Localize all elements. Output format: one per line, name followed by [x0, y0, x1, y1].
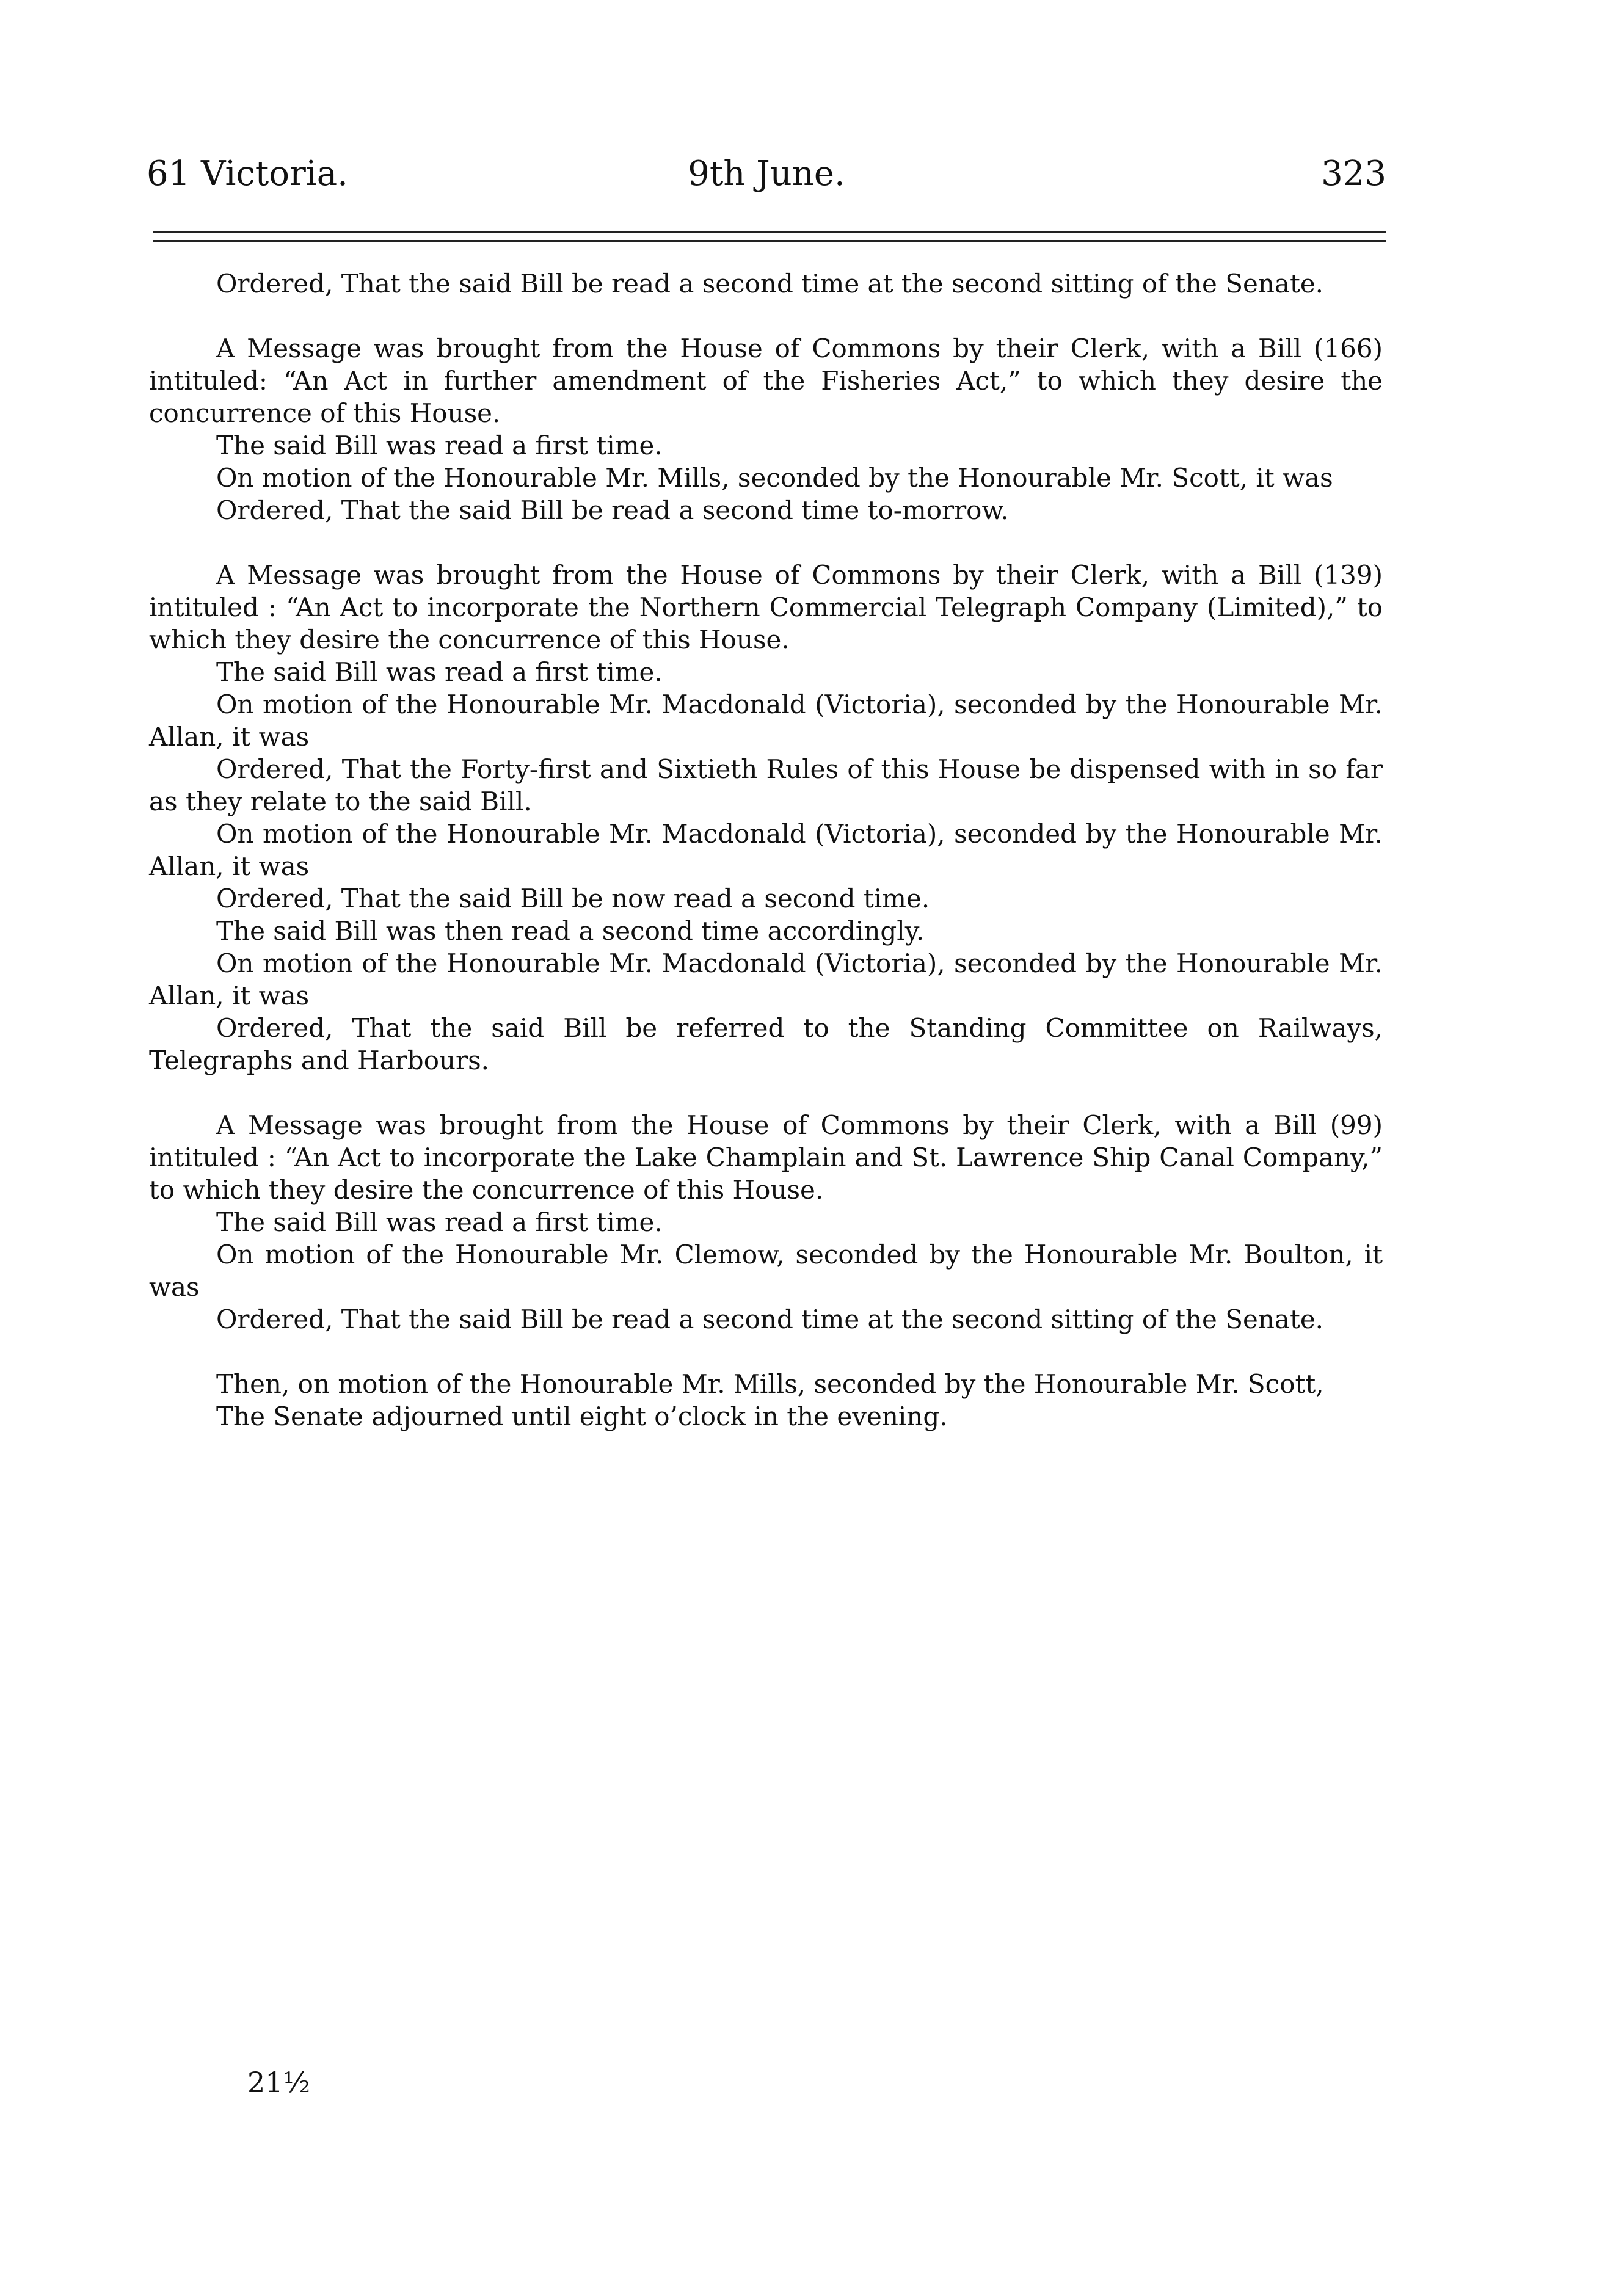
paragraph: The said Bill was read a first time.: [216, 657, 663, 687]
paragraph: Ordered, That the said Bill be now read a second time.: [216, 884, 930, 914]
paragraph: Ordered, That the said Bill be referred to the Standing Committee on Railways, Telegraphs and Harbours.: [149, 1013, 1383, 1075]
running-header: [147, 153, 1386, 202]
journal-body: [149, 267, 1383, 1433]
paragraph: On motion of the Honourable Mr. Macdonald (Victoria), seconded by the Honourable Mr. Allan, it was: [149, 819, 1383, 881]
header-rule: [153, 240, 1386, 242]
paragraph: Ordered, That the said Bill be read a second time at the second sitting of the Senate.: [216, 1304, 1324, 1334]
paragraph-gap: [149, 1335, 1383, 1368]
paragraph-gap: [149, 526, 1383, 559]
page-number: 323: [1321, 154, 1386, 194]
paragraph: On motion of the Honourable Mr. Mills, seconded by the Honourable Mr. Scott, it was: [216, 463, 1333, 493]
paragraph: The said Bill was then read a second time accordingly.: [216, 916, 925, 946]
paragraph: Then, on motion of the Honourable Mr. Mills, seconded by the Honourable Mr. Scott,: [216, 1369, 1324, 1399]
paragraph: On motion of the Honourable Mr. Macdonald (Victoria), seconded by the Honourable Mr. Allan, it was: [149, 689, 1383, 752]
paragraph: On motion of the Honourable Mr. Macdonald (Victoria), seconded by the Honourable Mr. Allan, it was: [149, 948, 1383, 1011]
paragraph: Ordered, That the said Bill be read a second time to-morrow.: [216, 495, 1009, 525]
paragraph: A Message was brought from the House of Commons by their Clerk, with a Bill (99) intituled : “An Act to incorporate the Lake Champlain and St. Lawrence Ship Canal Company,” to which they desire the concurrence of this House.: [149, 1110, 1383, 1205]
date-label: 9th June.: [688, 154, 845, 194]
header-rule: [153, 231, 1386, 233]
paragraph: The said Bill was read a first time.: [216, 431, 663, 460]
paragraph-gap: [149, 300, 1383, 332]
paragraph: The Senate adjourned until eight o’clock in the evening.: [216, 1401, 948, 1431]
paragraph: Ordered, That the said Bill be read a second time at the second sitting of the Senate.: [216, 269, 1324, 299]
session-label: 61 Victoria.: [147, 154, 348, 194]
paragraph: The said Bill was read a first time.: [216, 1207, 663, 1237]
paragraph: Ordered, That the Forty-first and Sixtieth Rules of this House be dispensed with in so far as they relate to the said Bill.: [149, 754, 1383, 816]
paragraph: A Message was brought from the House of Commons by their Clerk, with a Bill (166) intituled: “An Act in further amendment of the Fisheries Act,” to which they desire the concurrence of this House.: [149, 333, 1383, 428]
paragraph-gap: [149, 1077, 1383, 1109]
paragraph: On motion of the Honourable Mr. Clemow, seconded by the Honourable Mr. Boulton, it was: [149, 1240, 1383, 1302]
paragraph: A Message was brought from the House of Commons by their Clerk, with a Bill (139) intituled : “An Act to incorporate the Northern Commercial Telegraph Company (Limited),” to which they desire the concurrence of this House.: [149, 560, 1383, 655]
signature-mark: 21½: [247, 2066, 311, 2099]
